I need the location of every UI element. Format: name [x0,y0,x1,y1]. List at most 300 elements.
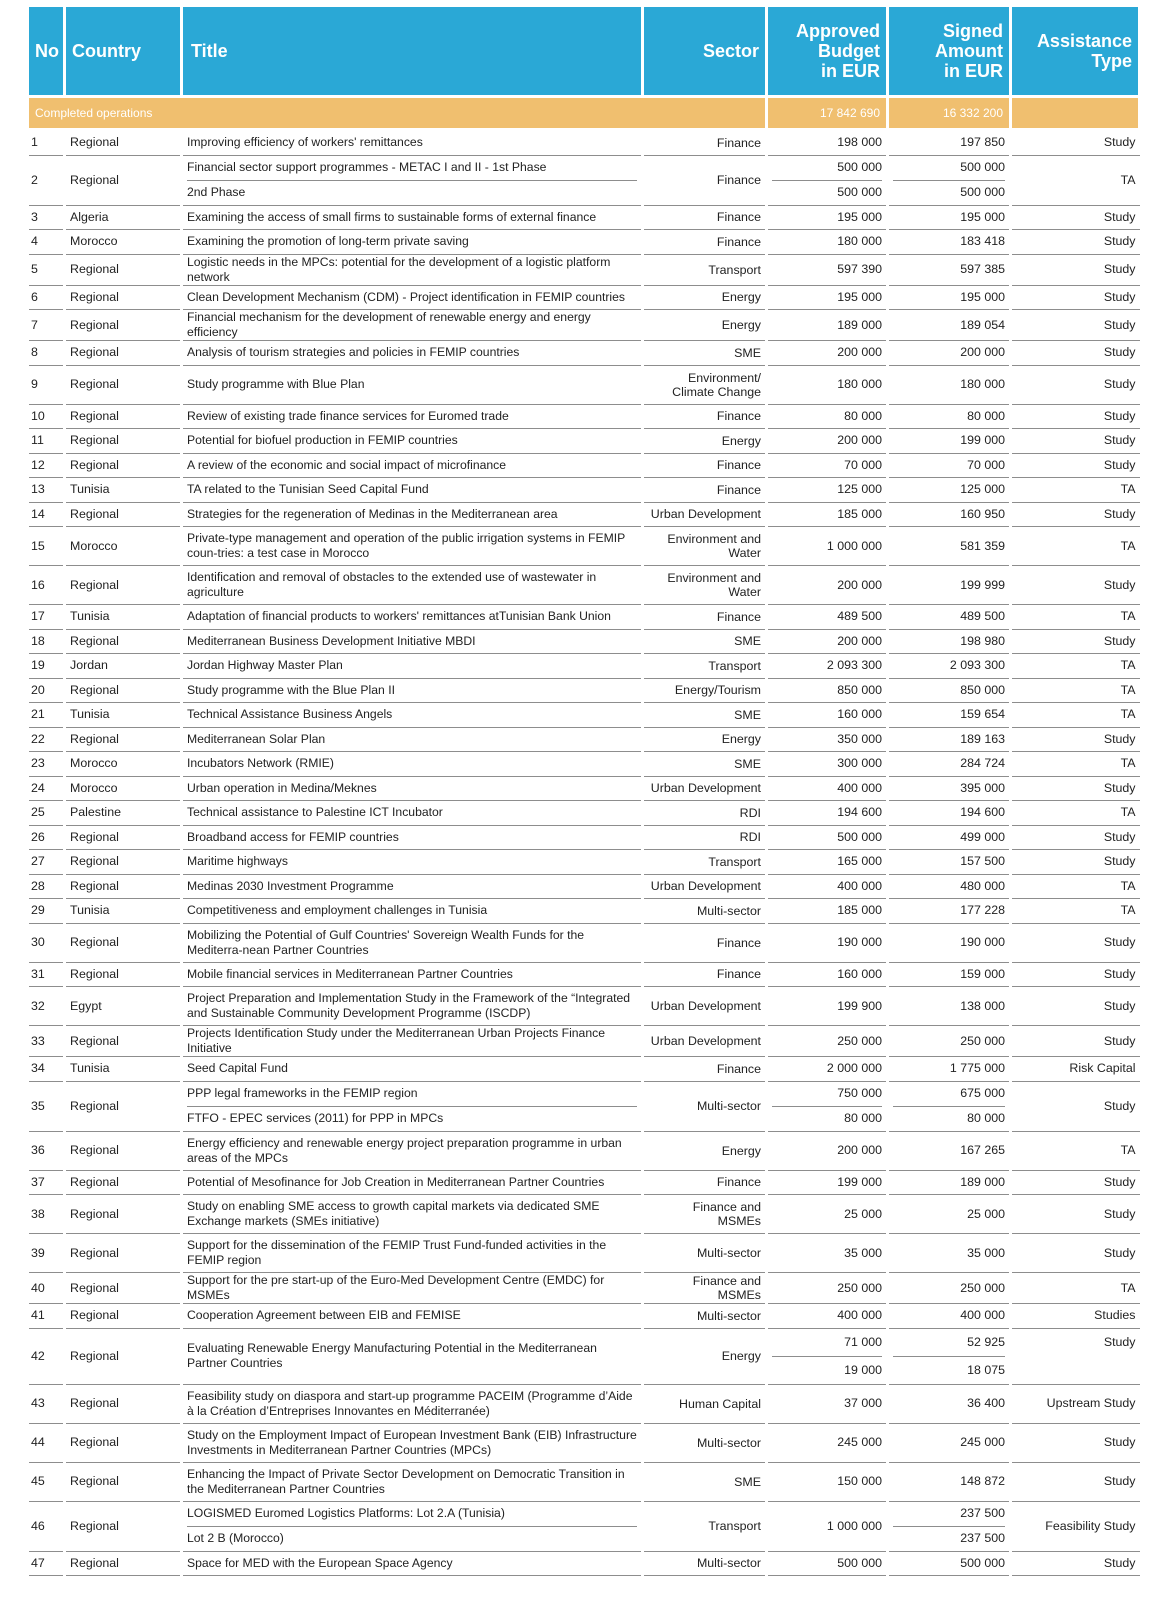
row-country: Regional [65,874,182,899]
row-approved-budget: 400 000 [767,874,888,899]
row-number: 29 [28,899,65,924]
table-row [28,285,1140,310]
row-number: 18 [28,629,65,654]
row-assistance-type: TA [1011,801,1140,826]
row-country: Regional [65,678,182,703]
row-signed-amount-line: 675 000 [893,1082,1005,1107]
table-row [28,1462,1140,1501]
row-signed-amount: 125 000 [888,478,1011,503]
row-number: 28 [28,874,65,899]
row-sector: Environment/ Climate Change [643,365,767,404]
row-sector: Finance [643,1170,767,1195]
row-signed-amount-line: 237 500 [960,1531,1005,1545]
row-signed-amount: 189 054 [888,310,1011,341]
row-number: 17 [28,605,65,630]
row-signed-amount: 35 000 [888,1234,1011,1273]
row-signed-amount: 850 000 [888,678,1011,703]
row-country: Regional [65,1131,182,1170]
row-signed-amount-line: 500 000 [893,156,1005,181]
row-sector: Transport [643,1501,767,1551]
row-title: Competitiveness and employment challenges in Tunisia [182,899,643,924]
row-signed-amount: 400 000 [888,1304,1011,1329]
row-number: 36 [28,1131,65,1170]
row-signed-amount: 70 000 [888,453,1011,478]
row-country: Regional [65,155,182,205]
row-signed-amount: 183 418 [888,230,1011,255]
row-approved-budget: 185 000 [767,899,888,924]
row-title: Incubators Network (RMIE) [182,752,643,777]
table-row [28,1057,1140,1082]
row-approved-budget [767,155,888,205]
row-assistance-type: TA [1011,654,1140,679]
row-title: Urban operation in Medina/Meknes [182,776,643,801]
row-assistance-type: Study [1011,1328,1140,1384]
row-assistance-type: Study [1011,365,1140,404]
row-assistance-type: Study [1011,1462,1140,1501]
row-signed-amount: 177 228 [888,899,1011,924]
row-number: 21 [28,703,65,728]
row-approved-budget-line: 500 000 [837,185,882,199]
table-row [28,155,1140,205]
row-title: Cooperation Agreement between EIB and FEMISE [182,1304,643,1329]
table-row [28,1195,1140,1234]
row-approved-budget-line: 750 000 [772,1082,882,1107]
row-country: Regional [65,1551,182,1576]
row-assistance-type: TA [1011,703,1140,728]
row-sector: Finance [643,230,767,255]
row-title: Technical assistance to Palestine ICT Incubator [182,801,643,826]
row-number: 47 [28,1551,65,1576]
row-signed-amount: 190 000 [888,923,1011,962]
row-assistance-type: Study [1011,502,1140,527]
table-row [28,1304,1140,1329]
row-title: Logistic needs in the MPCs: potential for the development of a logistic platform network [182,254,643,285]
row-assistance-type: TA [1011,752,1140,777]
row-signed-amount-line: 500 000 [960,185,1005,199]
row-signed-amount: 195 000 [888,285,1011,310]
row-approved-budget: 200 000 [767,429,888,454]
row-number: 4 [28,230,65,255]
table-row [28,527,1140,566]
row-sector: Finance and MSMEs [643,1273,767,1304]
row-approved-budget-line: 500 000 [772,156,882,181]
row-number: 39 [28,1234,65,1273]
row-signed-amount: 1 775 000 [888,1057,1011,1082]
table-row [28,404,1140,429]
row-country: Regional [65,825,182,850]
table-row [28,1328,1140,1384]
row-country: Palestine [65,801,182,826]
row-assistance-type: Study [1011,1170,1140,1195]
row-title: Private-type management and operation of the public irrigation systems in FEMIP coun-tries: a test case in Morocco [182,527,643,566]
row-country: Egypt [65,987,182,1026]
row-number: 25 [28,801,65,826]
table-row [28,629,1140,654]
row-approved-budget: 165 000 [767,850,888,875]
row-sector: SME [643,703,767,728]
table-row [28,478,1140,503]
row-approved-budget: 489 500 [767,605,888,630]
row-approved-budget: 125 000 [767,478,888,503]
table-row [28,254,1140,285]
row-approved-budget: 200 000 [767,566,888,605]
section-row-completed [28,97,1140,130]
row-country: Regional [65,1195,182,1234]
row-signed-amount [888,155,1011,205]
row-number: 37 [28,1170,65,1195]
row-number: 46 [28,1501,65,1551]
row-signed-amount [888,1328,1011,1384]
row-signed-amount: 167 265 [888,1131,1011,1170]
row-number: 15 [28,527,65,566]
table-row [28,801,1140,826]
row-number: 3 [28,205,65,230]
row-approved-budget: 2 093 300 [767,654,888,679]
row-number: 6 [28,285,65,310]
row-number: 9 [28,365,65,404]
row-assistance-type: Study [1011,776,1140,801]
row-sector: Urban Development [643,776,767,801]
table-row [28,130,1140,156]
row-title: Evaluating Renewable Energy Manufacturing Potential in the Mediterranean Partner Countries [182,1328,643,1384]
row-title: Support for the pre start-up of the Euro-Med Development Centre (EMDC) for MSMEs [182,1273,643,1304]
row-sector: Finance [643,205,767,230]
table-row [28,678,1140,703]
row-signed-amount: 499 000 [888,825,1011,850]
table-row [28,566,1140,605]
table-row [28,1501,1140,1551]
row-sector: Energy [643,310,767,341]
row-signed-amount: 480 000 [888,874,1011,899]
row-approved-budget: 1 000 000 [767,1501,888,1551]
row-assistance-type: Study [1011,404,1140,429]
row-signed-amount [888,1081,1011,1131]
table-row [28,923,1140,962]
row-assistance-type: Study [1011,1026,1140,1057]
row-approved-budget: 250 000 [767,1026,888,1057]
row-sector: Energy [643,727,767,752]
row-approved-budget: 185 000 [767,502,888,527]
table-row [28,825,1140,850]
row-number: 34 [28,1057,65,1082]
row-number: 23 [28,752,65,777]
row-signed-amount: 2 093 300 [888,654,1011,679]
row-assistance-type: Upstream Study [1011,1384,1140,1423]
row-approved-budget: 37 000 [767,1384,888,1423]
row-country: Regional [65,923,182,962]
row-approved-budget [767,1081,888,1131]
row-title: Study on enabling SME access to growth capital markets via dedicated SME Exchange markets (SMEs initiative) [182,1195,643,1234]
row-number: 41 [28,1304,65,1329]
row-title: Clean Development Mechanism (CDM) - Project identification in FEMIP countries [182,285,643,310]
row-signed-amount: 159 000 [888,962,1011,987]
row-sector: Environment and Water [643,527,767,566]
row-sector: Transport [643,254,767,285]
row-number: 20 [28,678,65,703]
row-signed-amount-line: 52 925 [893,1329,1005,1357]
row-title: Examining the promotion of long-term private saving [182,230,643,255]
row-signed-amount: 245 000 [888,1423,1011,1462]
row-assistance-type: TA [1011,874,1140,899]
row-signed-amount: 148 872 [888,1462,1011,1501]
row-title [182,1501,643,1551]
row-approved-budget: 70 000 [767,453,888,478]
row-country: Regional [65,130,182,156]
row-country: Regional [65,1501,182,1551]
row-title: Seed Capital Fund [182,1057,643,1082]
row-approved-budget: 597 390 [767,254,888,285]
row-assistance-type: Study [1011,310,1140,341]
row-title-line: PPP legal frameworks in the FEMIP region [187,1082,637,1107]
header-budget: Approved Budget in EUR [767,7,888,97]
table-row [28,1384,1140,1423]
row-number: 22 [28,727,65,752]
table-row [28,776,1140,801]
row-number: 12 [28,453,65,478]
table-row [28,962,1140,987]
row-sector: Transport [643,850,767,875]
row-number: 19 [28,654,65,679]
row-country: Regional [65,629,182,654]
table-row [28,429,1140,454]
row-assistance-type: Study [1011,1423,1140,1462]
row-number: 38 [28,1195,65,1234]
row-sector: Energy [643,1328,767,1384]
row-approved-budget: 250 000 [767,1273,888,1304]
row-signed-amount: 198 980 [888,629,1011,654]
row-country: Regional [65,404,182,429]
row-assistance-type: Feasibility Study [1011,1501,1140,1551]
row-title: Study programme with Blue Plan [182,365,643,404]
header-sector: Sector [643,7,767,97]
row-signed-amount: 200 000 [888,341,1011,366]
table-row [28,654,1140,679]
table-row [28,605,1140,630]
table-row [28,1234,1140,1273]
row-approved-budget: 189 000 [767,310,888,341]
row-number: 30 [28,923,65,962]
row-sector: SME [643,1462,767,1501]
table-row [28,752,1140,777]
row-country: Jordan [65,654,182,679]
row-approved-budget: 190 000 [767,923,888,962]
table-row [28,1081,1140,1131]
row-sector: Multi-sector [643,1423,767,1462]
row-country: Regional [65,1081,182,1131]
row-assistance-type: Study [1011,825,1140,850]
row-approved-budget: 180 000 [767,230,888,255]
row-approved-budget: 850 000 [767,678,888,703]
row-signed-amount: 189 000 [888,1170,1011,1195]
row-approved-budget-line: 80 000 [844,1111,882,1125]
row-title: Study programme with the Blue Plan II [182,678,643,703]
row-sector: Finance [643,1057,767,1082]
row-approved-budget: 245 000 [767,1423,888,1462]
row-title-line: Lot 2 B (Morocco) [187,1531,284,1545]
row-title: Mediterranean Solar Plan [182,727,643,752]
row-number: 27 [28,850,65,875]
table-row [28,205,1140,230]
row-sector: Transport [643,654,767,679]
row-number: 1 [28,130,65,156]
row-number: 35 [28,1081,65,1131]
row-signed-amount: 489 500 [888,605,1011,630]
table-row [28,874,1140,899]
row-title: Improving efficiency of workers' remittances [182,130,643,156]
row-sector: Urban Development [643,987,767,1026]
table-row [28,310,1140,341]
row-assistance-type: Study [1011,727,1140,752]
row-country: Regional [65,341,182,366]
row-country: Tunisia [65,703,182,728]
row-country: Regional [65,727,182,752]
row-country: Regional [65,429,182,454]
row-approved-budget: 195 000 [767,285,888,310]
row-title: Space for MED with the European Space Agency [182,1551,643,1576]
row-number: 13 [28,478,65,503]
row-title: Feasibility study on diaspora and start-up programme PACEIM (Programme d’Aide à la Création d’Entreprises Innovantes en Méditerranée) [182,1384,643,1423]
row-title: Financial mechanism for the development of renewable energy and energy efficiency [182,310,643,341]
row-title [182,1081,643,1131]
row-signed-amount: 199 999 [888,566,1011,605]
row-assistance-type: Study [1011,850,1140,875]
row-sector: Finance [643,130,767,156]
row-country: Tunisia [65,605,182,630]
row-title: Broadband access for FEMIP countries [182,825,643,850]
row-signed-amount: 157 500 [888,850,1011,875]
row-signed-amount: 284 724 [888,752,1011,777]
row-title: Energy efficiency and renewable energy project preparation programme in urban areas of the MPCs [182,1131,643,1170]
row-title: TA related to the Tunisian Seed Capital Fund [182,478,643,503]
row-title: Maritime highways [182,850,643,875]
table-row [28,703,1140,728]
row-title: Projects Identification Study under the Mediterranean Urban Projects Finance Initiative [182,1026,643,1057]
row-sector: Energy/Tourism [643,678,767,703]
row-assistance-type: TA [1011,478,1140,503]
row-title: Identification and removal of obstacles to the extended use of wastewater in agriculture [182,566,643,605]
operations-table [26,7,1141,1576]
row-number: 10 [28,404,65,429]
row-approved-budget: 200 000 [767,629,888,654]
row-number: 33 [28,1026,65,1057]
row-country: Regional [65,962,182,987]
row-sector: Energy [643,1131,767,1170]
table-row [28,1423,1140,1462]
row-country: Algeria [65,205,182,230]
row-title: Potential of Mesofinance for Job Creation in Mediterranean Partner Countries [182,1170,643,1195]
row-country: Regional [65,1304,182,1329]
row-assistance-type: Study [1011,341,1140,366]
row-sector: Multi-sector [643,899,767,924]
operations-table-container [26,7,1138,1576]
row-signed-amount: 180 000 [888,365,1011,404]
row-country: Regional [65,285,182,310]
row-assistance-type: Study [1011,923,1140,962]
row-approved-budget: 300 000 [767,752,888,777]
row-number: 42 [28,1328,65,1384]
row-assistance-type: Study [1011,987,1140,1026]
row-sector: Environment and Water [643,566,767,605]
row-country: Regional [65,566,182,605]
row-number: 8 [28,341,65,366]
row-title-line: 2nd Phase [187,185,246,199]
row-title: Project Preparation and Implementation Study in the Framework of the “Integrated and Sustainable Community Development Programme (ISCDP) [182,987,643,1026]
row-number: 14 [28,502,65,527]
row-number: 24 [28,776,65,801]
row-country: Regional [65,365,182,404]
row-approved-budget: 35 000 [767,1234,888,1273]
row-country: Regional [65,1423,182,1462]
row-signed-amount: 250 000 [888,1026,1011,1057]
row-approved-budget: 1 000 000 [767,527,888,566]
table-header [28,7,1140,97]
row-assistance-type: TA [1011,527,1140,566]
row-sector: Urban Development [643,502,767,527]
row-title: Potential for biofuel production in FEMIP countries [182,429,643,454]
row-approved-budget: 500 000 [767,825,888,850]
row-signed-amount: 159 654 [888,703,1011,728]
row-title: Examining the access of small firms to sustainable forms of external finance [182,205,643,230]
row-approved-budget: 400 000 [767,776,888,801]
row-title: Mobilizing the Potential of Gulf Countries' Sovereign Wealth Funds for the Mediterra-nean Partner Countries [182,923,643,962]
table-row [28,1273,1140,1304]
row-approved-budget: 194 600 [767,801,888,826]
row-title: Mobile financial services in Mediterranean Partner Countries [182,962,643,987]
row-sector: SME [643,752,767,777]
row-number: 5 [28,254,65,285]
row-country: Regional [65,1462,182,1501]
row-title-line: LOGISMED Euromed Logistics Platforms: Lot 2.A (Tunisia) [187,1502,637,1527]
row-title: Adaptation of financial products to workers' remittances atTunisian Bank Union [182,605,643,630]
row-approved-budget-line: 71 000 [772,1329,882,1357]
row-assistance-type: Study [1011,1081,1140,1131]
row-number: 26 [28,825,65,850]
table-row [28,1131,1140,1170]
row-assistance-type: Study [1011,285,1140,310]
row-assistance-type: TA [1011,678,1140,703]
row-approved-budget [767,1328,888,1384]
row-assistance-type: Study [1011,453,1140,478]
row-signed-amount: 197 850 [888,130,1011,156]
row-signed-amount-line: 80 000 [967,1111,1005,1125]
row-sector: Urban Development [643,1026,767,1057]
row-sector: SME [643,629,767,654]
row-country: Tunisia [65,478,182,503]
header-signed: Signed Amount in EUR [888,7,1011,97]
row-country: Regional [65,453,182,478]
row-signed-amount: 194 600 [888,801,1011,826]
row-approved-budget-line: 19 000 [844,1362,882,1377]
row-signed-amount: 597 385 [888,254,1011,285]
table-row [28,1026,1140,1057]
row-sector: Finance [643,404,767,429]
row-number: 31 [28,962,65,987]
row-assistance-type: Study [1011,566,1140,605]
row-country: Regional [65,1384,182,1423]
row-country: Regional [65,1170,182,1195]
row-title: Support for the dissemination of the FEMIP Trust Fund-funded activities in the FEMIP region [182,1234,643,1273]
row-assistance-type: Study [1011,629,1140,654]
row-sector: Multi-sector [643,1304,767,1329]
row-signed-amount: 160 950 [888,502,1011,527]
row-signed-amount: 80 000 [888,404,1011,429]
row-approved-budget: 160 000 [767,962,888,987]
row-assistance-type: Study [1011,230,1140,255]
row-title-line: Financial sector support programmes - METAC I and II - 1st Phase [187,156,637,181]
row-signed-amount: 25 000 [888,1195,1011,1234]
row-title-line: FTFO - EPEC services (2011) for PPP in MPCs [187,1111,444,1125]
row-sector: Finance [643,155,767,205]
